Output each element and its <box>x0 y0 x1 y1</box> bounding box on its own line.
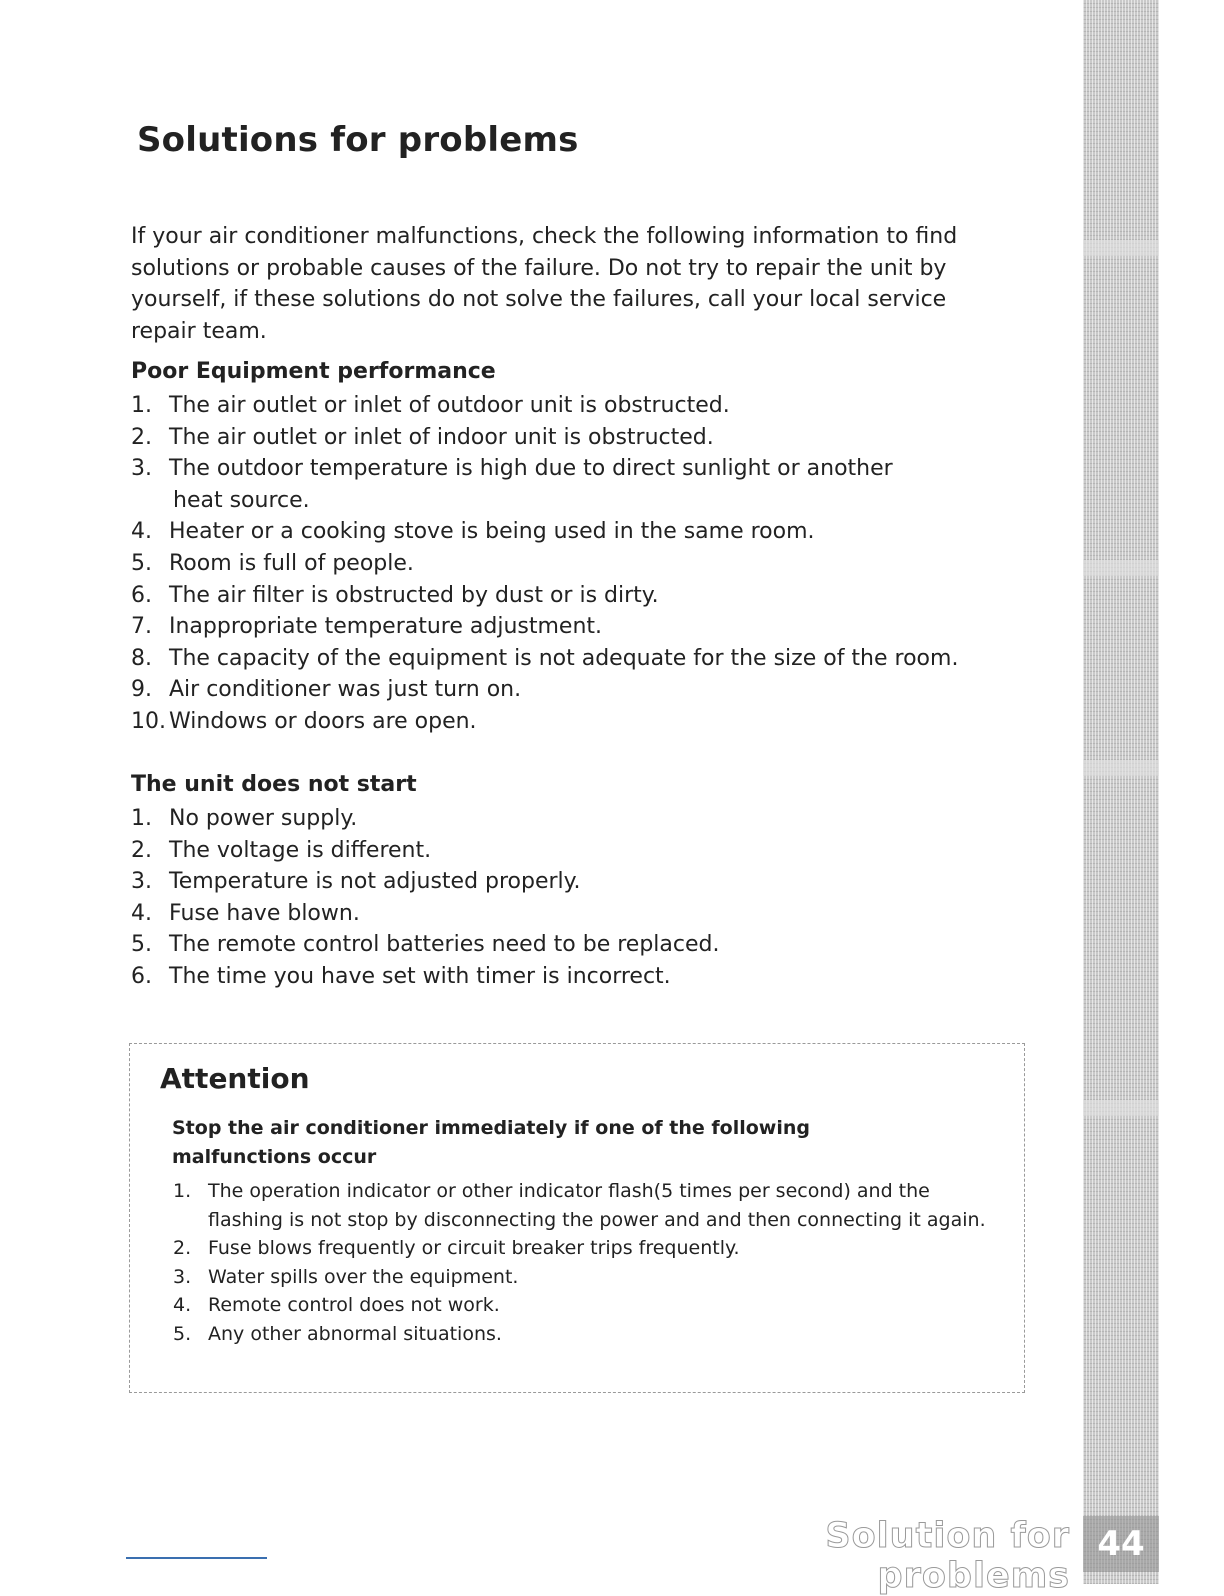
list-item <box>131 866 719 898</box>
item-text: The air filter is obstructed by dust or is dirty. <box>169 582 659 608</box>
poor-performance-list <box>131 390 958 738</box>
attention-list <box>173 1177 998 1348</box>
item-number: 9. <box>131 677 152 703</box>
list-item <box>173 1291 998 1320</box>
item-number: 4. <box>131 900 152 926</box>
item-text: The air outlet or inlet of indoor unit is obstructed. <box>169 424 714 450</box>
list-item <box>131 516 958 548</box>
list-item <box>131 548 958 580</box>
item-number: 3. <box>173 1265 192 1288</box>
unit-not-start-heading: The unit does not start <box>131 772 417 797</box>
list-item <box>131 643 958 675</box>
list-item <box>131 580 958 612</box>
item-text: Any other abnormal situations. <box>208 1322 502 1345</box>
list-item <box>131 706 958 738</box>
strip-band <box>1083 240 1159 256</box>
item-text: The operation indicator or other indicator flash(5 times per second) and the flashing is not stop by disconnecting the power and and then connecting it again. <box>208 1180 986 1231</box>
attention-title: Attention <box>160 1062 310 1095</box>
strip-band <box>1083 1100 1159 1116</box>
item-number: 5. <box>131 550 152 576</box>
item-number: 10. <box>131 708 166 734</box>
item-text-continued: heat source. <box>173 487 310 513</box>
list-item <box>131 961 719 993</box>
strip-band <box>1083 560 1159 576</box>
footer-rule <box>126 1557 267 1559</box>
item-number: 5. <box>173 1322 192 1345</box>
list-item <box>173 1234 998 1263</box>
item-number: 3. <box>131 869 152 895</box>
list-item <box>131 453 958 516</box>
list-item <box>173 1177 998 1234</box>
item-text: The voltage is different. <box>169 837 432 863</box>
item-number: 1. <box>173 1180 192 1202</box>
list-item <box>131 390 958 422</box>
item-text: Fuse have blown. <box>169 900 360 926</box>
list-item <box>131 929 719 961</box>
item-number: 2. <box>173 1237 192 1259</box>
item-number: 4. <box>131 519 152 545</box>
side-decorative-strip <box>1083 0 1159 1584</box>
item-text: Remote control does not work. <box>208 1294 500 1316</box>
item-number: 2. <box>131 424 152 450</box>
page-title: Solutions for problems <box>137 120 579 160</box>
item-text: The air outlet or inlet of outdoor unit is obstructed. <box>169 393 730 418</box>
list-item <box>131 803 719 835</box>
item-text: Temperature is not adjusted properly. <box>169 869 581 895</box>
item-text: Water spills over the equipment. <box>208 1265 519 1288</box>
item-text: Heater or a cooking stove is being used in the same room. <box>169 519 815 545</box>
item-text: No power supply. <box>169 806 358 831</box>
attention-subtitle: Stop the air conditioner immediately if one of the following malfunctions occur <box>172 1117 810 1168</box>
item-text: Windows or doors are open. <box>169 708 477 734</box>
item-text: Fuse blows frequently or circuit breaker trips frequently. <box>208 1237 740 1259</box>
list-item <box>131 674 958 706</box>
item-number: 2. <box>131 837 152 863</box>
item-text: Room is full of people. <box>169 550 414 576</box>
strip-band <box>1083 760 1159 776</box>
item-text: Air conditioner was just turn on. <box>169 677 522 703</box>
poor-performance-heading: Poor Equipment performance <box>131 359 496 384</box>
item-text: The capacity of the equipment is not adequate for the size of the room. <box>169 645 959 671</box>
item-text: The remote control batteries need to be replaced. <box>169 932 720 958</box>
list-item <box>131 422 958 454</box>
list-item <box>131 611 958 643</box>
item-text: The outdoor temperature is high due to direct sunlight or another <box>169 456 893 482</box>
footer-section-label: Solution for problems <box>825 1516 1070 1596</box>
item-number: 8. <box>131 645 152 671</box>
list-item <box>131 898 719 930</box>
list-item <box>131 835 719 867</box>
intro-paragraph: If your air conditioner malfunctions, check the following information to find solutions or probable causes of the failure. Do not try to repair the unit by yourself, if these solutions do not solve the failures, call your local service repair team. <box>131 224 958 344</box>
item-number: 5. <box>131 932 152 958</box>
list-item <box>173 1263 998 1292</box>
item-number: 1. <box>131 393 152 418</box>
attention-box <box>129 1043 1025 1393</box>
item-number: 6. <box>131 963 152 989</box>
unit-not-start-list <box>131 803 719 993</box>
item-number: 6. <box>131 582 152 608</box>
item-number: 7. <box>131 614 152 640</box>
item-text: The time you have set with timer is incorrect. <box>169 963 671 989</box>
item-text: Inappropriate temperature adjustment. <box>169 614 603 640</box>
item-number: 3. <box>131 456 152 482</box>
list-item <box>173 1320 998 1349</box>
item-number: 1. <box>131 806 152 831</box>
page-number: 44 <box>1083 1516 1159 1572</box>
item-number: 4. <box>173 1294 192 1316</box>
